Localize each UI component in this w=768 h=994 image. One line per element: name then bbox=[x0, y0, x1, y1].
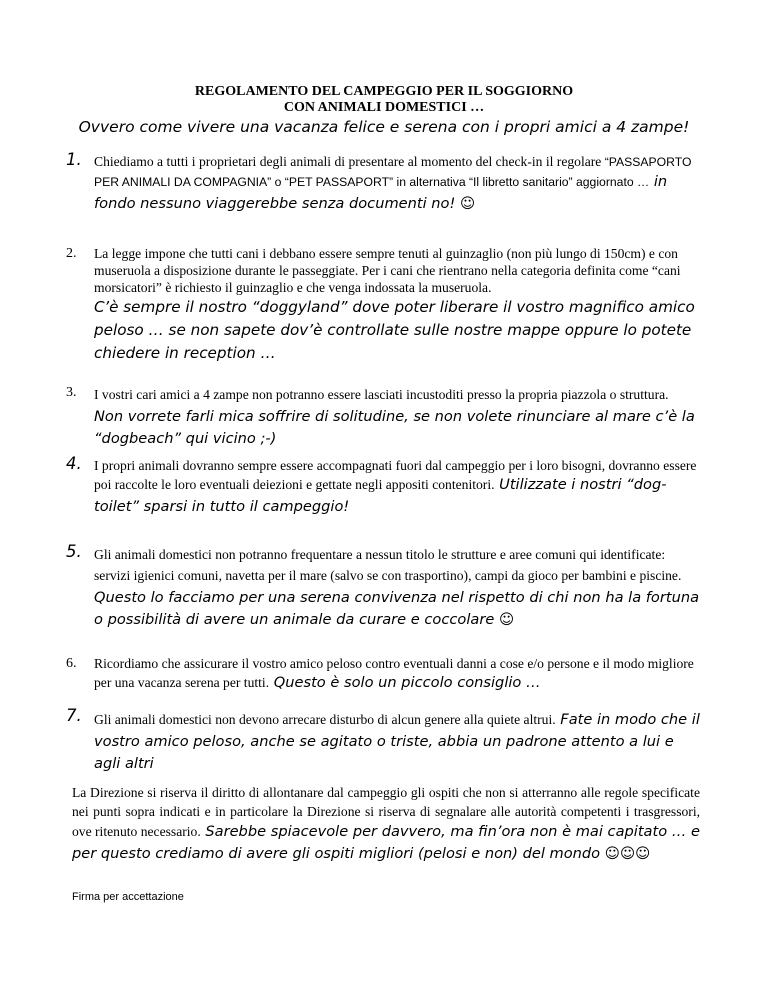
title-line-2: CON ANIMALI DOMESTICI … bbox=[283, 100, 485, 115]
rule-number: 6. bbox=[66, 656, 77, 671]
rule-emphasis: C’è sempre il nostro “doggyland” dove poter liberare il vostro magnifico amico peloso … se non sapete dov’è controllate sulle nostre mappe oppure lo potete chiedere in reception … bbox=[94, 298, 695, 362]
rule-number: 4. bbox=[66, 454, 82, 473]
rule-2 bbox=[66, 245, 700, 365]
rule-number: 5. bbox=[66, 542, 82, 561]
signature-label: Firma per accettazione bbox=[72, 891, 184, 903]
footer-paragraph: La Direzione si riserva il diritto di allontanare dal campeggio gli ospiti che non si atterranno alle regole specificate nei punti sopra indicati e in particolare la Direzione si riserva di segnalare alle autorità competenti i trasgressori, ove ritenuto necessario. Sarebbe spiacevole per davvero, ma fin’ora non è mai capitato … e per questo crediamo di avere gli ospiti migliori (pelosi e non) del mondo ☺☺☺ bbox=[72, 785, 701, 862]
rule-number: 1. bbox=[66, 150, 82, 169]
rule-3 bbox=[66, 384, 700, 450]
rule-number: 7. bbox=[66, 706, 82, 725]
rule-text: Gli animali domestici non potranno frequentare a nessun titolo le strutture e aree comuni qui identificate: servizi igienici comuni, navetta per il mare (salvo se con trasportino), campi da gioco per bambini e piscine. Questo lo facciamo per una serena convivenza nel rispetto di chi non ha la fortuna o possibilità di avere un animale da curare e coccolare ☺ bbox=[94, 547, 700, 628]
rule-text: Ricordiamo che assicurare il vostro amico peloso contro eventuali danni a cose e/o persone e il modo migliore per una vacanza serena per tutti. Questo è solo un piccolo consiglio … bbox=[94, 656, 694, 691]
rule-7 bbox=[66, 706, 700, 775]
rule-text: Gli animali domestici non devono arrecare disturbo di alcun genere alla quiete altrui. Fate in modo che il vostro amico peloso, anche se agitato o triste, abbia un padrone attento a lui e agli altri bbox=[94, 711, 700, 772]
rule-1 bbox=[66, 150, 700, 215]
rule-text: I vostri cari amici a 4 zampe non potranno essere lasciati incustoditi presso la propria piazzola o struttura. Non vorrete farli mica soffrire di solitudine, se non volete rinunciare al mare c’è la “dogbeach” qui vicino ;-) bbox=[94, 387, 695, 447]
title-line-1: REGOLAMENTO DEL CAMPEGGIO PER IL SOGGIORNO bbox=[194, 84, 574, 99]
subtitle: Ovvero come vivere una vacanza felice e serena con i propri amici a 4 zampe! bbox=[78, 118, 690, 136]
rule-number: 2. bbox=[66, 246, 77, 261]
rule-text: Chiediamo a tutti i proprietari degli animali di presentare al momento del check-in il regolare “PASSAPORTO PER ANIMALI DA COMPAGNIA” o “PET PASSAPORT” in alternativa “Il libretto sanitario” aggiornato … in fondo nessuno viaggerebbe senza documenti no! ☺ bbox=[94, 154, 692, 212]
rule-6 bbox=[66, 655, 700, 694]
rule-text: La legge impone che tutti cani i debbano essere sempre tenuti al guinzaglio (non più lungo di 150cm) e con museruola a disposizione durante le passeggiate. Per i cani che rientrano nella categoria definita come “cani morsicatori” è richiesto il guinzaglio e che venga indossata la museruola. bbox=[94, 246, 681, 295]
rule-text: I propri animali dovranno sempre essere accompagnati fuori dal campeggio per i loro bisogni, dovranno essere poi raccolte le loro eventuali deiezioni e gettate negli appositi contenitori. Utilizzate i nostri “dog-toilet” sparsi in tutto il campeggio! bbox=[94, 458, 697, 515]
rule-4 bbox=[66, 454, 700, 518]
rule-number: 3. bbox=[66, 385, 77, 400]
rule-5 bbox=[66, 542, 700, 631]
